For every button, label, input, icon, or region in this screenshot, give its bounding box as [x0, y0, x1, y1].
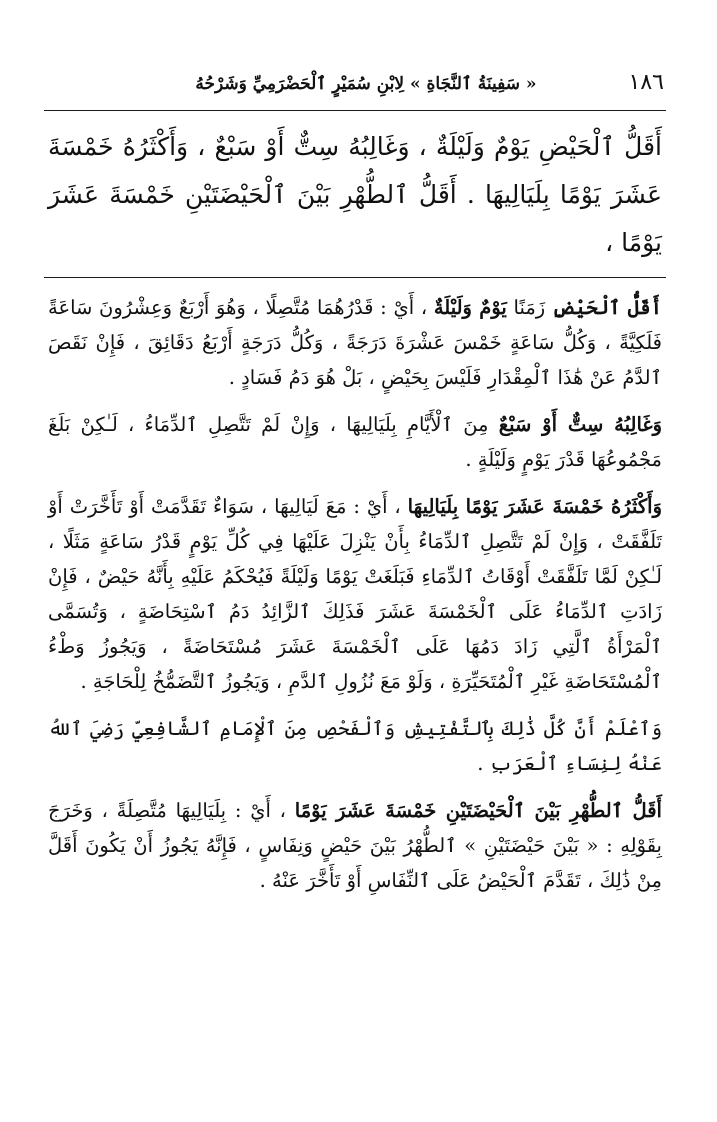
- commentary-text: ، أَيْ : مَعَ لَيَالِيهَا ، سَوَاءٌ تَقَدَّمَتْ أَوْ تَأَخَّرَتْ أَوْ تَلَفَّقَتْ ، وَإِنْ لَمْ تَتَّصِلِ ٱلدِّمَاءُ بِأَنْ يَنْزِلَ عَلَيْهَا فِي كُلِّ يَوْمٍ قَدْرُ سَاعَةٍ مَثَلًا ، لَـٰكِنْ لَمَّا تَلَفَّقَتْ أَوْقَاتُ ٱلدِّمَاءِ فَبَلَغَتْ يَوْمًا وَلَيْلَةً فَيُحْكَمُ عَلَيْهِ بِأَنَّهُ حَيْضٌ ، فَإِنْ زَادَتِ ٱلدِّمَاءُ عَلَى ٱلْخَمْسَةَ عَشَرَ فَذَلِكَ ٱلزَّائِدُ دَمُ ٱسْتِحَاضَةٍ ، وَتُسَمَّى ٱلْمَرْأَةُ ٱلَّتِي زَادَ دَمُهَا عَلَى ٱلْخَمْسَةَ عَشَرَ مُسْتَحَاضَةً ، وَيَجُوزُ وَطْءُ ٱلْمُسْتَحَاضَةِ غَيْرِ ٱلْمُتَحَيِّرَةِ ، وَلَوْ مَعَ نُزُولِ ٱلدَّمِ ، وَيَجُوزُ ٱلتَّضَمُّخُ لِلْحَاجَةِ .: [48, 495, 662, 693]
- matn-quote: أَقَلُّ ٱلطُّهْرِ بَيْنَ ٱلْحَيْضَتَيْنِ خَمْسَةَ عَشَرَ يَوْمًا: [294, 799, 662, 822]
- matn-quote: وَأَكْثَرُهُ خَمْسَةَ عَشَرَ يَوْمًا بِلَيَالِيهَا: [407, 495, 663, 518]
- book-page: [44, 70, 666, 910]
- matn-quote: وَغَالِبُهُ سِتٌّ أَوْ سَبْعٌ: [498, 413, 663, 436]
- matn-text: أَقَلُّ ٱلْحَيْضِ يَوْمٌ وَلَيْلَةٌ ، وَغَالِبُهُ سِتٌّ أَوْ سَبْعٌ ، وَأَكْثَرُهُ خَمْسَةَ عَشَرَ يَوْمًا بِلَيَالِيهَا . أَقَلُّ ٱلطُّهْرِ بَيْنَ ٱلْحَيْضَتَيْنِ خَمْسَةَ عَشَرَ يَوْمًا ،: [48, 132, 662, 257]
- sharh-paragraph-2: [44, 407, 666, 477]
- sharh-paragraph-3: [44, 489, 666, 699]
- commentary-text: ، أَيْ : قَدْرُهُمَا مُتَّصِلًا ، وَهُوَ أَرْبَعٌ وَعِشْرُونَ سَاعَةً فَلَكِيَّةً ، وَكُلُّ سَاعَةٍ خَمْسَ عَشْرَةَ دَرَجَةً ، وَكُلُّ دَرَجَةٍ أَرْبَعُ دَقَائِقَ ، فَإِنْ نَقَصَ ٱلدَّمُ عَنْ هَٰذَا ٱلْمِقْدَارِ فَلَيْسَ بِحَيْضٍ ، بَلْ هُوَ دَمُ فَسَادٍ .: [48, 296, 662, 389]
- sharh-paragraph-5: [44, 793, 666, 898]
- matn-quote: أَقَلُّ ٱلْحَيْضِ: [551, 296, 663, 319]
- sharh-commentary: [44, 290, 666, 898]
- commentary-text: ، أَيْ : بِلَيَالِيهَا مُتَّصِلَةً ، وَخَرَجَ بِقَوْلِهِ : « بَيْنَ حَيْضَتَيْنِ » ٱلطُّهْرُ بَيْنَ حَيْضٍ وَنِفَاسٍ ، فَإِنَّهُ يَجُوزُ أَنْ يَكُونَ أَقَلَّ مِنْ ذَٰلِكَ ، تَقَدَّمَ ٱلْحَيْضُ عَلَى ٱلنِّفَاسِ أَوْ تَأَخَّرَ عَنْهُ .: [48, 799, 662, 892]
- commentary-text: مِنَ ٱلْأَيَّامِ بِلَيَالِيهَا ، وَإِنْ لَمْ تَتَّصِلِ ٱلدِّمَاءُ ، لَـٰكِنْ بَلَغَ مَجْمُوعُهَا قَدْرَ يَوْمٍ وَلَيْلَةٍ .: [48, 413, 662, 471]
- matn-quote: يَوْمٌ وَلَيْلَةٌ: [433, 296, 507, 319]
- section-divider: [44, 277, 666, 278]
- running-title: « سَفِينَةُ ٱلنَّجَاةِ » لِابْنِ سُمَيْرٍ ٱلْحَضْرَمِيِّ وَشَرْحُهُ: [195, 74, 537, 94]
- sharh-paragraph-1: [44, 290, 666, 395]
- sharh-paragraph-4: [44, 711, 666, 781]
- commentary-text: زَمَنًا: [506, 296, 552, 319]
- commentary-text: وَٱعْلَمْ أَنَّ كُلَّ ذَٰلِكَ بِٱلتَّفْتِيشِ وَٱلْفَحْصِ مِنَ ٱلْإِمَامِ ٱلشَّافِعِيِّ رَضِيَ ٱللهُ عَنْهُ لِنِسَاءِ ٱلْعَرَبِ .: [48, 717, 662, 775]
- page-number: ١٨٦: [628, 70, 664, 95]
- page-header: [44, 70, 666, 111]
